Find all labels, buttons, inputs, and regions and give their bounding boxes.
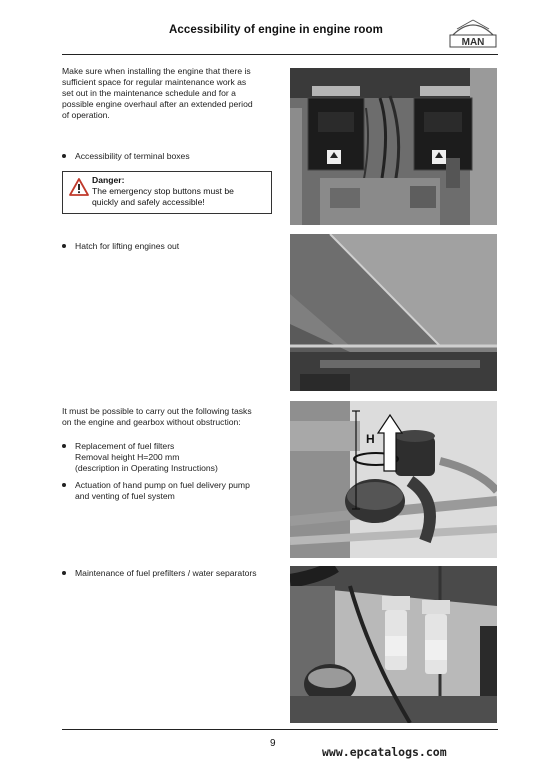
page-number: 9 xyxy=(270,738,276,749)
list-item-line: Actuation of hand pump on fuel delivery pump xyxy=(75,480,250,490)
tasks-intro-line: It must be possible to carry out the following tasks xyxy=(62,406,252,416)
tasks-intro-line: on the engine and gearbox without obstruction: xyxy=(62,417,241,427)
photo-prefilters xyxy=(290,566,497,723)
intro-line: Make sure when installing the engine that there is xyxy=(62,66,251,76)
bullet-dot-icon xyxy=(62,154,66,158)
intro-line: possible engine overhaul after an extended period xyxy=(62,99,253,109)
bullet-dot-icon xyxy=(62,571,66,575)
danger-notice xyxy=(62,171,272,214)
danger-line: quickly and safely accessible! xyxy=(92,197,205,207)
danger-text xyxy=(92,186,268,208)
list-item-text xyxy=(75,480,250,502)
bullet-dot-icon xyxy=(62,244,66,248)
height-marker-label: H xyxy=(366,432,375,446)
warning-triangle-icon xyxy=(69,178,89,196)
tasks-intro xyxy=(62,406,252,428)
header-rule xyxy=(62,54,498,55)
list-item-line: Removal height H=200 mm xyxy=(75,452,180,462)
danger-title: Danger: xyxy=(92,175,125,185)
intro-line: set out in the maintenance schedule and for a xyxy=(62,88,236,98)
logo-text: MAN xyxy=(461,37,485,48)
photo-hatch xyxy=(290,234,497,391)
list-item-line: and venting of fuel system xyxy=(75,491,175,501)
list-item-text: Hatch for lifting engines out xyxy=(75,241,180,251)
photo-terminal-boxes xyxy=(290,68,497,225)
intro-paragraph xyxy=(62,66,253,121)
page-title: Accessibility of engine in engine room xyxy=(168,24,384,36)
photo-fuel-filter xyxy=(290,401,497,558)
man-logo-icon xyxy=(447,17,499,51)
list-item-text: Accessibility of terminal boxes xyxy=(75,151,190,161)
footer-rule xyxy=(62,729,498,730)
watermark: www.epcatalogs.com xyxy=(322,745,447,759)
bullet-dot-icon xyxy=(62,444,66,448)
list-item-text xyxy=(75,441,218,474)
intro-line: of operation. xyxy=(62,110,110,120)
list-item-text: Maintenance of fuel prefilters / water separators xyxy=(75,568,257,578)
list-item-line: (description in Operating Instructions) xyxy=(75,463,218,473)
bullet-dot-icon xyxy=(62,483,66,487)
danger-line: The emergency stop buttons must be xyxy=(92,186,234,196)
list-item-line: Replacement of fuel filters xyxy=(75,441,175,451)
intro-line: sufficient space for regular maintenance work as xyxy=(62,77,247,87)
